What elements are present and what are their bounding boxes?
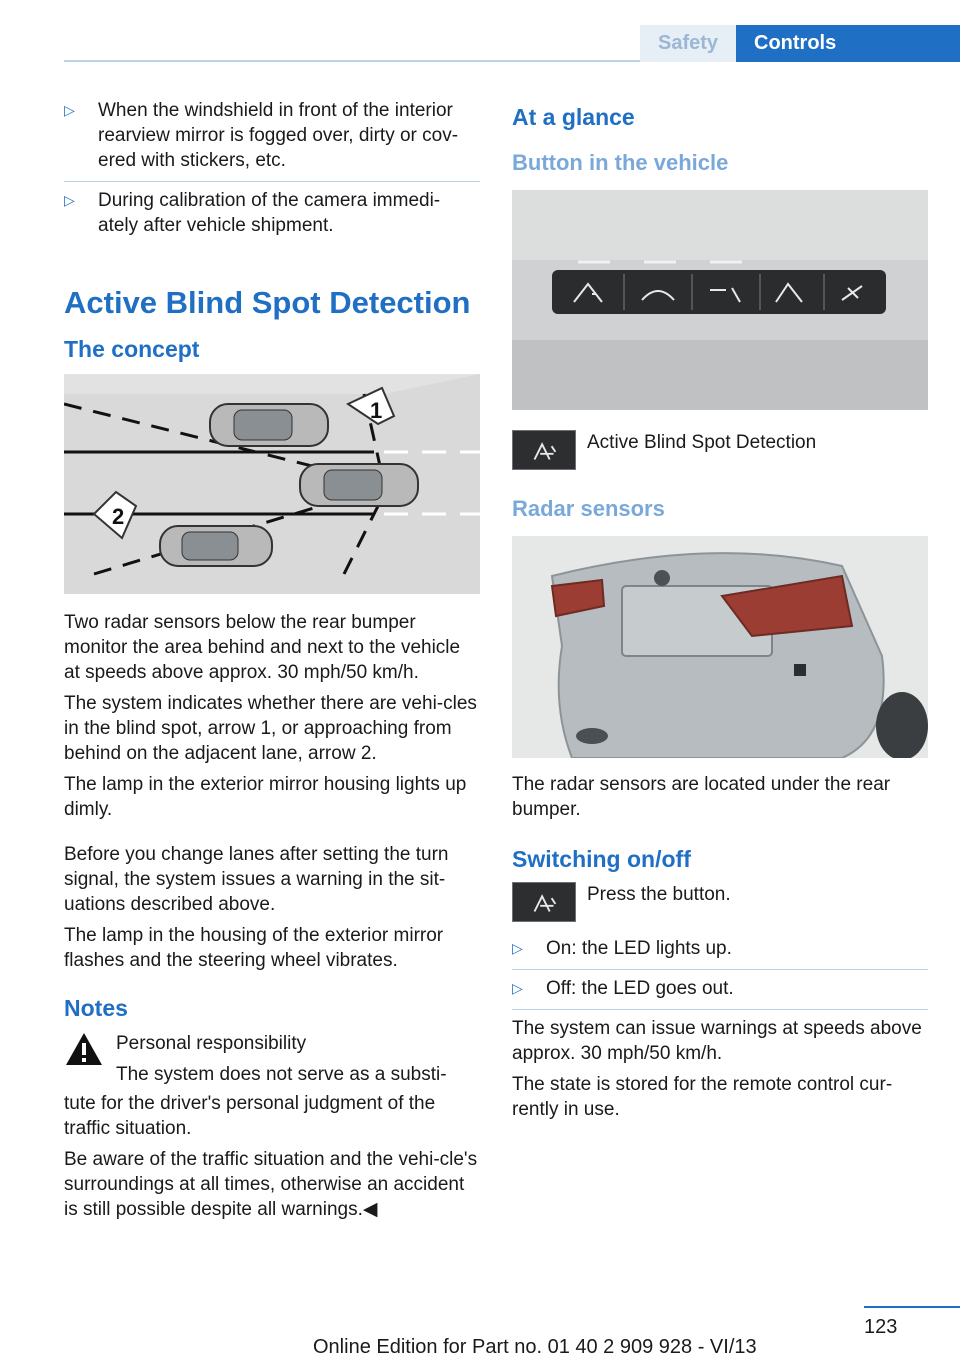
list-item — [512, 936, 928, 970]
page-number-rule — [864, 1306, 960, 1308]
warning-text: Be aware of the traffic situation and the vehi‐cle's surroundings at all times, otherwise an accident is still possible despite all warnings.◀ — [64, 1149, 478, 1220]
right-column — [512, 98, 928, 1122]
car-icon — [300, 464, 418, 506]
list-item — [64, 188, 480, 238]
radar-photo — [512, 536, 928, 758]
list-item-text: On: the LED lights up. — [546, 938, 732, 959]
paragraph: The lamp in the housing of the exterior mirror flashes and the steering wheel vibrates. — [64, 925, 444, 971]
triangle-right-icon: ▷ — [64, 102, 75, 118]
warning-triangle-icon — [64, 1031, 104, 1067]
rear-bumper-image — [512, 536, 928, 758]
list-item-text: During calibration of the camera immedi‐ately after vehicle shipment. — [98, 190, 441, 236]
tab-controls[interactable]: Controls — [736, 25, 960, 62]
triangle-right-icon: ▷ — [64, 192, 75, 208]
paragraph: Before you change lanes after setting the turn signal, the system issues a warning in the sit‐uations described above. — [64, 844, 449, 915]
concept-title: The concept — [64, 336, 200, 362]
warning-text: tute for the driver's personal judgment of the traffic situation. — [64, 1093, 436, 1139]
paragraph: The system can issue warnings at speeds above approx. 30 mph/50 km/h. — [512, 1018, 922, 1064]
glance-title: At a glance — [512, 104, 635, 130]
paragraph: The system indicates whether there are vehi‐cles in the blind spot, arrow 1, or approaching from behind on the adjacent lane, arrow 2. — [64, 693, 477, 764]
paragraph: The radar sensors are located under the rear bumper. — [512, 774, 891, 820]
switch-instruction: Press the button. — [587, 884, 731, 905]
blind-spot-diagram — [64, 374, 480, 594]
button-title: Button in the vehicle — [512, 150, 729, 175]
list-item — [64, 98, 480, 182]
list-item — [512, 976, 928, 1010]
button-caption-row — [512, 430, 928, 470]
blind-spot-button-icon — [512, 430, 576, 470]
button-photo — [512, 190, 928, 410]
button-caption: Active Blind Spot Detection — [587, 432, 817, 453]
triangle-right-icon: ▷ — [512, 980, 523, 996]
switch-row — [512, 882, 928, 922]
button-panel-image — [512, 190, 928, 410]
left-column — [64, 98, 480, 1222]
radar-title: Radar sensors — [512, 496, 665, 521]
paragraph: The state is stored for the remote control cur‐rently in use. — [512, 1074, 893, 1120]
tab-safety[interactable]: Safety — [640, 25, 736, 62]
paragraph: The lamp in the exterior mirror housing lights up dimly. — [64, 774, 467, 820]
car-icon — [210, 404, 328, 446]
arrow-1-label: 1 — [370, 398, 383, 423]
switch-title: Switching on/off — [512, 846, 691, 872]
footer-edition: Online Edition for Part no. 01 40 2 909 928 - VI/13 — [313, 1336, 757, 1358]
triangle-right-icon: ▷ — [512, 940, 523, 956]
list-item-text: Off: the LED goes out. — [546, 978, 734, 999]
blind-spot-button-icon — [512, 882, 576, 922]
notes-title: Notes — [64, 995, 128, 1021]
warning-lead: The system does not serve as a substi‐ — [116, 1064, 447, 1085]
concept-diagram — [64, 374, 480, 594]
paragraph: Two radar sensors below the rear bumper monitor the area behind and next to the vehicle at speeds above approx. 30 mph/50 km/h. — [64, 612, 461, 683]
car-icon — [160, 526, 272, 566]
section-title: Active Blind Spot Detection — [64, 285, 471, 320]
list-item-text: When the windshield in front of the interior rearview mirror is fogged over, dirty or cov‐ered with stickers, etc. — [98, 100, 459, 171]
arrow-2-label: 2 — [112, 504, 125, 529]
warning-title: Personal responsibility — [116, 1033, 307, 1054]
warning-note — [64, 1031, 480, 1091]
page-number: 123 — [864, 1316, 898, 1338]
